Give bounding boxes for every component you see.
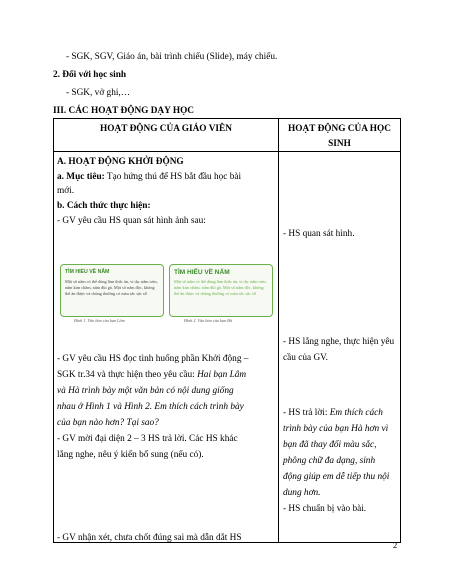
student-answer-line2: trình bày của bạn Hà hơn vì	[283, 424, 389, 434]
read-situation-line3: và Hà trình bày một văn bản có nội dung giống	[57, 386, 234, 396]
student-column-header	[279, 119, 401, 152]
slide-lam-title: TÌM HIỂU VỀ NĂM	[65, 269, 110, 275]
read-situation-italic: Hai bạn Lâm	[197, 370, 247, 380]
student-header-line2: SINH	[328, 139, 351, 149]
student-prepare: - HS chuẩn bị vào bài.	[283, 504, 367, 514]
slide-images	[60, 264, 273, 317]
student-activity-cell	[279, 152, 401, 543]
read-situation-line2	[57, 369, 246, 382]
objective-line2: mới.	[57, 186, 75, 196]
student-listen-line1: - HS lắng nghe, thực hiện yêu	[283, 337, 395, 347]
student-header-line1: HOẠT ĐỘNG CỦA HỌC	[288, 124, 391, 134]
student-observe: - HS quan sát hình.	[283, 229, 355, 239]
student-answer-italic: Em thích cách	[329, 408, 383, 418]
feedback-line1: - GV nhận xét, chưa chốt đúng sai mà dẫn dắt HS	[57, 533, 242, 543]
section-heading-students: 2. Đối với học sinh	[53, 70, 127, 80]
teacher-activity-cell	[54, 152, 279, 543]
student-answer-line3: bạn đã thay đổi màu sắc,	[283, 440, 377, 450]
student-answer-line6: dung hơn.	[283, 488, 321, 498]
activity-a-title: A. HOẠT ĐỘNG KHỞI ĐỘNG	[57, 157, 184, 167]
slide-ha-title: TÌM HIỂU VỀ NẤM	[174, 269, 230, 276]
objective-label: a. Mục tiêu:	[57, 172, 105, 182]
student-material-line: - SGK, vở ghi,…	[66, 88, 131, 98]
slide-lam	[60, 264, 164, 317]
student-answer-line5: động giúp em dễ tiếp thu nội	[283, 472, 390, 482]
read-situation-line1: - GV yêu cầu HS đọc tình huống phần Khởi động –	[57, 354, 249, 364]
objective-line1	[57, 171, 241, 184]
student-listen-line2: cầu của GV.	[283, 353, 329, 363]
invite-line1: - GV mời đại diện 2 – 3 HS trả lời. Các HS khác	[57, 434, 238, 444]
teacher-header-text: HOẠT ĐỘNG CỦA GIÁO VIÊN	[100, 124, 232, 134]
section-heading-activities: III. CÁC HOẠT ĐỘNG DẠY HỌC	[53, 106, 195, 116]
slide-lam-body: Một số nấm có thể dùng làm thức ăn, ví dụ: nấm rơm, nấm kim châm, nấm đùi gà. Một số nấm độc, không thể ăn được và chúng thường có màu sắc sặc sỡ	[65, 279, 158, 296]
read-situation-line4: nhau ở Hình 1 và Hình 2. Em thích cách trình bày	[57, 402, 244, 412]
student-answer-lead: - HS trả lời:	[283, 408, 330, 418]
teacher-column-header	[54, 119, 279, 152]
invite-line2: lắng nghe, nêu ý kiến bổ sung (nếu có).	[57, 450, 204, 460]
slide-ha	[169, 264, 273, 317]
slide-ha-body: Một số nấm có thể dùng làm thức ăn, ví dụ: nấm rơm, nấm kim châm, nấm đùi gà. Một số nấm độc, không thể ăn được và chúng thường có màu sắc sặc sỡ	[174, 279, 267, 296]
read-situation-line5: của bạn nào hơn? Tại sao?	[57, 418, 159, 428]
student-answer-line1	[283, 407, 383, 420]
student-answer-line4: phông chữ đa dạng, sinh	[283, 456, 376, 466]
activity-table	[53, 118, 401, 543]
caption-lam: Hình 1. Văn bản của bạn Lâm	[74, 318, 125, 323]
read-situation-text: SGK tr.34 và thực hiện theo yêu cầu:	[57, 370, 198, 380]
material-line: - SGK, SGV, Giáo án, bài trình chiếu (Slide), máy chiếu.	[66, 52, 278, 62]
teacher-instruction-1: - GV yêu cầu HS quan sát hình ảnh sau:	[57, 216, 206, 226]
page-number: 2	[393, 540, 398, 550]
objective-text: Tạo hứng thú để HS bắt đầu học bài	[104, 172, 242, 182]
caption-ha: Hình 2. Văn bản của bạn Hà	[184, 318, 233, 323]
method-label: b. Cách thức thực hiện:	[57, 201, 151, 211]
